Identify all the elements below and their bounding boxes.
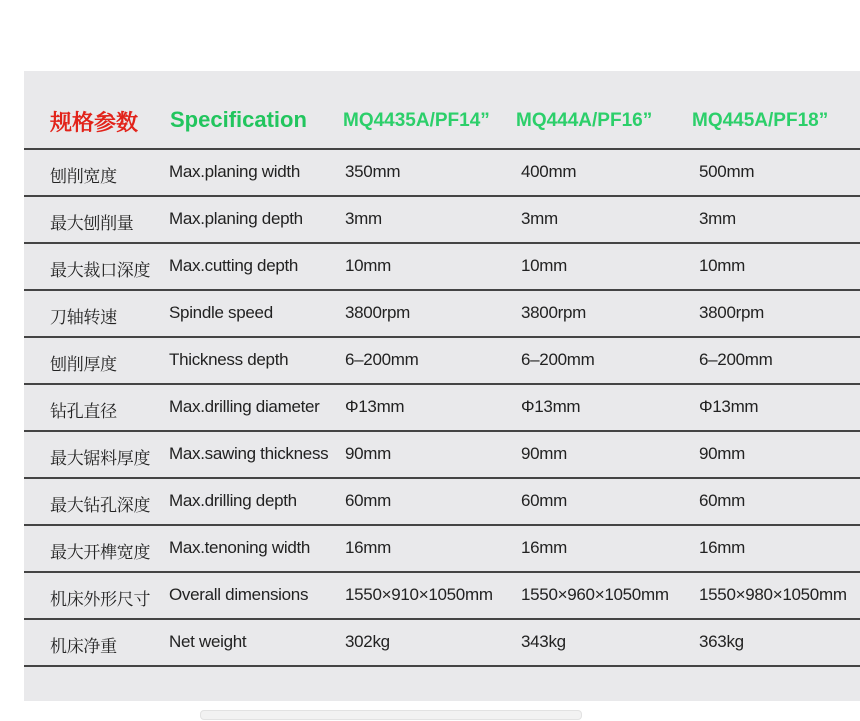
row-label-cn: 钻孔直径	[50, 402, 117, 422]
row-value-model-3: 500mm	[699, 162, 755, 181]
table-row	[24, 432, 860, 479]
row-value-model-3: 10mm	[699, 256, 746, 275]
row-value-model-2: 60mm	[521, 491, 568, 510]
row-label-cn: 刀轴转速	[50, 308, 117, 328]
row-value-model-2: 90mm	[521, 444, 568, 463]
row-value-model-1: 1550×910×1050mm	[345, 585, 493, 604]
row-label-cn: 机床外形尺寸	[50, 590, 151, 610]
table-row	[24, 526, 860, 573]
row-value-model-2: 1550×960×1050mm	[521, 585, 669, 604]
row-value-model-1: 3mm	[345, 209, 382, 228]
row-label-en: Max.drilling diameter	[169, 397, 320, 416]
row-value-model-3: 363kg	[699, 632, 744, 651]
row-value-model-1: 6–200mm	[345, 350, 419, 369]
row-value-model-2: Φ13mm	[521, 397, 581, 416]
row-label-en: Thickness depth	[169, 350, 289, 369]
row-value-model-3: 1550×980×1050mm	[699, 585, 847, 604]
row-value-model-3: 16mm	[699, 538, 746, 557]
row-label-cn: 最大裁口深度	[50, 261, 151, 281]
row-label-cn: 机床净重	[50, 637, 117, 657]
row-label-cn: 最大刨削量	[50, 214, 134, 234]
header-cn-title: 规格参数	[50, 111, 139, 136]
row-value-model-2: 3mm	[521, 209, 558, 228]
table-row	[24, 150, 860, 197]
header-model-3: MQ445A/PF18”	[692, 110, 829, 131]
row-label-cn: 最大锯料厚度	[50, 449, 151, 469]
row-value-model-2: 10mm	[521, 256, 568, 275]
row-label-cn: 最大钻孔深度	[50, 496, 151, 516]
row-label-cn: 最大开榫宽度	[50, 543, 151, 563]
row-value-model-1: 3800rpm	[345, 303, 410, 322]
table-header	[24, 71, 860, 148]
header-en-title: Specification	[170, 107, 307, 132]
row-label-en: Max.planing width	[169, 162, 300, 181]
spec-table	[24, 71, 860, 701]
row-value-model-3: 3mm	[699, 209, 736, 228]
table-row	[24, 338, 860, 385]
row-value-model-2: 400mm	[521, 162, 577, 181]
table-row	[24, 479, 860, 526]
row-value-model-2: 343kg	[521, 632, 566, 651]
row-value-model-3: 6–200mm	[699, 350, 773, 369]
row-value-model-1: Φ13mm	[345, 397, 405, 416]
row-value-model-3: 3800rpm	[699, 303, 764, 322]
table-row	[24, 620, 860, 667]
row-label-en: Max.cutting depth	[169, 256, 299, 275]
row-value-model-3: Φ13mm	[699, 397, 759, 416]
table-row	[24, 197, 860, 244]
row-label-en: Max.drilling depth	[169, 491, 297, 510]
row-value-model-1: 350mm	[345, 162, 401, 181]
row-label-cn: 刨削厚度	[50, 355, 117, 375]
row-label-cn: 刨削宽度	[50, 167, 117, 187]
header-model-1: MQ4435A/PF14”	[343, 110, 490, 131]
row-value-model-1: 90mm	[345, 444, 392, 463]
table-row	[24, 244, 860, 291]
row-value-model-1: 60mm	[345, 491, 392, 510]
row-label-en: Max.tenoning width	[169, 538, 311, 557]
table-row	[24, 573, 860, 620]
row-value-model-3: 90mm	[699, 444, 746, 463]
table-row	[24, 385, 860, 432]
row-value-model-1: 10mm	[345, 256, 392, 275]
row-label-en: Net weight	[169, 632, 247, 651]
table-body	[24, 148, 860, 667]
row-label-en: Spindle speed	[169, 303, 273, 322]
row-label-en: Max.planing depth	[169, 209, 303, 228]
row-value-model-2: 16mm	[521, 538, 568, 557]
row-value-model-3: 60mm	[699, 491, 746, 510]
row-label-en: Overall dimensions	[169, 585, 309, 604]
table-row	[24, 291, 860, 338]
header-model-2: MQ444A/PF16”	[516, 110, 653, 131]
row-value-model-2: 6–200mm	[521, 350, 595, 369]
row-label-en: Max.sawing thickness	[169, 444, 329, 463]
row-value-model-1: 302kg	[345, 632, 390, 651]
scroll-indicator[interactable]	[200, 710, 582, 720]
row-value-model-2: 3800rpm	[521, 303, 586, 322]
row-value-model-1: 16mm	[345, 538, 392, 557]
